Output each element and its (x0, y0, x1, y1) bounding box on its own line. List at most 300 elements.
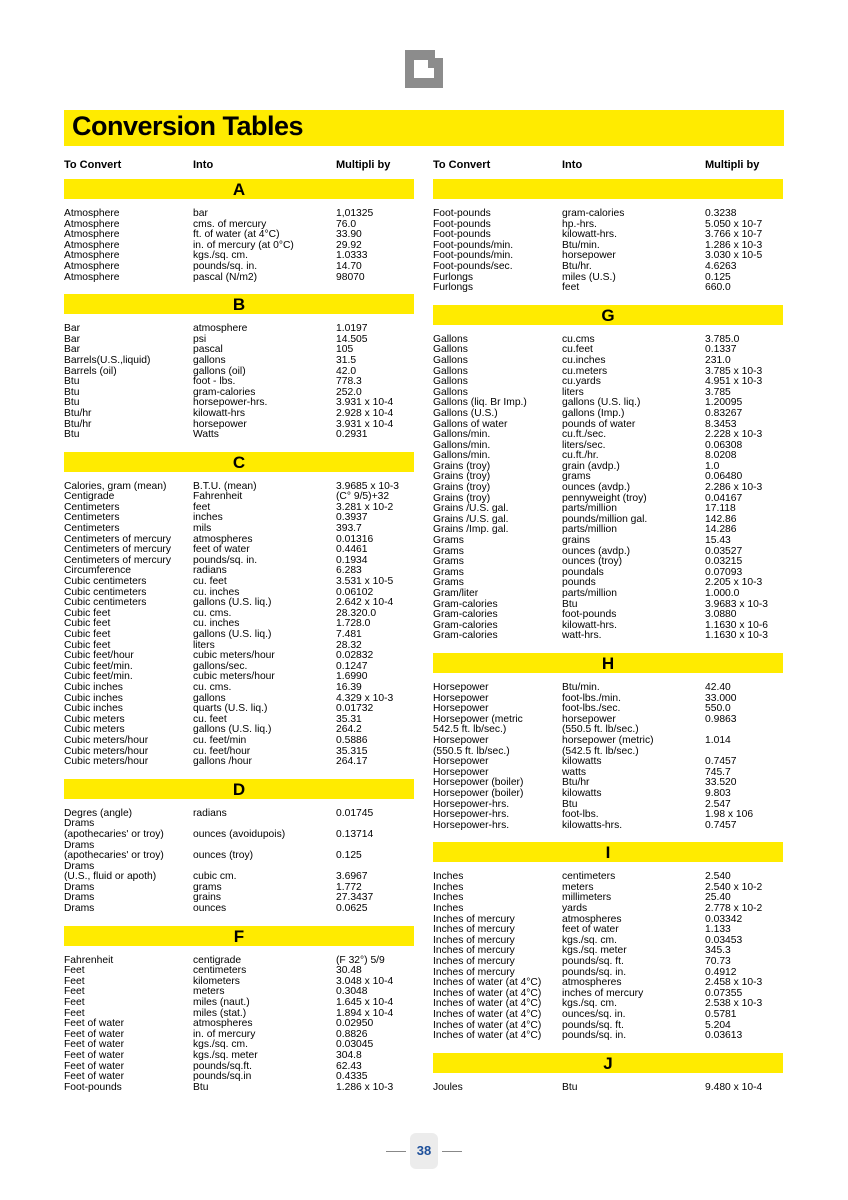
to-unit: grains (562, 535, 591, 547)
from-unit: Cubic centimeters (64, 597, 147, 609)
to-unit: miles (U.S.) (562, 271, 616, 283)
to-unit: cu. feet/min (193, 734, 247, 746)
from-unit: Grams (433, 535, 464, 547)
multiplier: 28.32 (336, 639, 362, 651)
multiplier: 0.3048 (336, 986, 368, 998)
to-unit: feet of water (562, 924, 619, 936)
from-unit: Gallons (433, 365, 468, 377)
to-unit: cubic cm. (193, 871, 237, 883)
multiplier: 0.06102 (336, 586, 374, 598)
title-banner (64, 110, 784, 146)
multiplier: 0.02950 (336, 1018, 374, 1030)
section-letter: A (232, 180, 246, 199)
multiplier: 1.772 (336, 881, 362, 893)
multiplier: 3.766 x 10-7 (705, 229, 763, 241)
to-unit: pounds (562, 577, 596, 589)
multiplier: 550.0 (705, 703, 731, 715)
from-unit: Cubic meters/hour (64, 756, 149, 768)
from-unit: Cubic feet/hour (64, 650, 134, 662)
to-unit: feet (193, 501, 211, 513)
to-unit: horsepower (metric) (562, 734, 654, 746)
to-unit: horsepower (562, 713, 616, 725)
multiplier: 0.04167 (705, 492, 743, 504)
multiplier: 2.228 x 10-3 (705, 429, 763, 441)
from-unit: Foot-pounds/min. (433, 239, 514, 251)
from-unit: Feet of water (64, 1018, 125, 1030)
to-unit: cu. cms. (193, 681, 232, 693)
to-unit: (550.5 ft. lb/sec.) (562, 724, 639, 736)
from-unit: Feet (64, 997, 85, 1009)
section-letter: G (601, 305, 615, 325)
to-unit: pounds/sq. ft. (562, 1019, 624, 1031)
from-unit: Inches of mercury (433, 934, 515, 946)
to-unit: poundals (562, 566, 604, 578)
to-unit: yards (562, 903, 588, 915)
table-row (64, 356, 414, 367)
to-unit: atmospheres (562, 977, 622, 989)
to-unit: miles (naut.) (193, 997, 250, 1009)
to-unit: atmospheres (193, 1018, 253, 1030)
multiplier: 42.40 (705, 681, 731, 693)
multiplier: 1.000.0 (705, 588, 740, 599)
from-unit: Atmosphere (64, 218, 120, 230)
table-row (433, 409, 783, 420)
table-row (433, 209, 783, 220)
to-unit: foot-pounds (562, 609, 617, 621)
to-unit: kilowatts (562, 756, 602, 768)
to-unit: foot - lbs. (193, 376, 236, 388)
from-unit: Cubic inches (64, 692, 123, 704)
multiplier: 0.03342 (705, 913, 743, 925)
table-row (433, 789, 783, 800)
to-unit: cu.ft./sec. (562, 429, 607, 441)
to-unit: atmospheres (193, 533, 253, 545)
to-unit: Btu/hr (562, 777, 590, 789)
to-unit: kgs./sq. cm. (562, 998, 617, 1010)
multiplier: 4.329 x 10-3 (336, 692, 394, 704)
multiplier: 0.01745 (336, 807, 374, 819)
multiplier: 30.48 (336, 965, 362, 977)
to-unit: kilometers (193, 975, 240, 987)
multiplier: 15.43 (705, 535, 731, 547)
to-unit: grams (562, 471, 591, 483)
from-unit: Foot-pounds (433, 208, 491, 219)
to-unit: gallons /hour (193, 756, 252, 768)
multiplier: 0.7457 (705, 819, 737, 831)
multiplier: 345.3 (705, 945, 731, 957)
to-unit: gallons/sec. (193, 660, 248, 672)
to-unit: gram-calories (562, 208, 625, 219)
multiplier: 0.9863 (705, 713, 737, 725)
from-unit: Drams (64, 839, 95, 851)
multiplier: 252.0 (336, 386, 362, 398)
to-unit: Fahrenheit (193, 491, 243, 503)
multiplier: 264.17 (336, 756, 368, 768)
to-unit: pounds of water (562, 418, 636, 430)
to-unit: ounces (troy) (562, 556, 623, 568)
section-letter: D (232, 779, 246, 799)
multiplier: 0.06308 (705, 439, 743, 451)
section-d (64, 779, 414, 915)
multiplier: 0.5781 (705, 1009, 737, 1020)
to-unit: cu. feet (193, 713, 227, 725)
section-letter: B (232, 295, 246, 315)
from-unit: Horsepower (433, 681, 489, 693)
section-letter: H (601, 653, 615, 673)
from-unit: Horsepower (boiler) (433, 777, 524, 789)
from-unit: Circumference (64, 565, 131, 577)
to-unit: pounds/sq. ft. (562, 956, 624, 968)
multiplier: 0.01316 (336, 533, 374, 545)
multiplier: (F 32°) 5/9 (336, 954, 385, 966)
left-column (64, 159, 414, 1104)
from-unit: Joules (433, 1081, 463, 1093)
from-unit: Centimeters of mercury (64, 544, 172, 556)
from-unit: Foot-pounds/min. (433, 250, 514, 262)
from-unit: Cubic feet (64, 618, 111, 630)
section-a (64, 179, 414, 283)
table-row (64, 1083, 414, 1094)
section-letter: F (233, 926, 245, 946)
from-unit: Btu/hr (64, 418, 92, 430)
header-into: Into (193, 159, 214, 171)
multiplier: 31.5 (336, 354, 357, 366)
multiplier: 35.31 (336, 713, 362, 725)
to-unit: liters (193, 639, 215, 651)
to-unit: psi (193, 333, 207, 345)
multiplier: 3.6967 (336, 871, 368, 883)
multiplier: 0.03613 (705, 1030, 743, 1042)
multiplier: 62.43 (336, 1060, 362, 1072)
section-h (433, 653, 783, 831)
multiplier: 1.6990 (336, 671, 368, 683)
from-unit: Feet of water (64, 1028, 125, 1040)
to-unit: in. of mercury (193, 1028, 256, 1040)
to-unit: kgs./sq. meter (562, 945, 627, 957)
to-unit: pounds/sq.ft. (193, 1060, 252, 1072)
to-unit: kilowatt-hrs. (562, 619, 617, 631)
multiplier: 8.3453 (705, 418, 737, 430)
multiplier: 3.9685 x 10-3 (336, 480, 399, 492)
multiplier: 3.531 x 10-5 (336, 576, 394, 588)
from-unit: Cubic meters/hour (64, 745, 149, 757)
section-letter: J (603, 1053, 613, 1073)
table-row (433, 1010, 783, 1021)
from-unit: Cubic centimeters (64, 586, 147, 598)
from-unit: Feet (64, 965, 85, 977)
to-unit: cu.ft./hr. (562, 450, 599, 462)
from-unit: Inches of water (at 4°C) (433, 987, 542, 999)
multiplier: 1.894 x 10-4 (336, 1007, 394, 1019)
page-title: Conversion Tables (72, 111, 304, 141)
multiplier: 0.4461 (336, 544, 368, 556)
multiplier: 3.931 x 10-4 (336, 397, 394, 409)
page-number: 38 (410, 1133, 438, 1169)
multiplier: 29.92 (336, 239, 362, 251)
from-unit: Grams (433, 566, 464, 578)
to-unit: gallons (U.S. liq.) (193, 597, 272, 609)
multiplier: 3.931 x 10-4 (336, 418, 394, 430)
from-unit: Gallons (433, 376, 468, 388)
column-headers (433, 159, 783, 179)
multiplier: 0.13714 (336, 828, 374, 840)
from-unit: Atmosphere (64, 260, 120, 272)
from-unit: Btu (64, 429, 80, 441)
to-unit: gallons (oil) (193, 365, 246, 377)
multiplier: 0.06480 (705, 471, 743, 483)
section-f (64, 926, 414, 1094)
table-row (64, 757, 414, 768)
from-unit: Feet (64, 986, 85, 998)
table-row (64, 904, 414, 915)
to-unit: pounds/sq. in. (562, 966, 627, 978)
from-unit: Gram-calories (433, 619, 498, 631)
multiplier: 0.03215 (705, 556, 743, 568)
table-row (64, 209, 414, 220)
to-unit: centimeters (562, 871, 616, 883)
from-unit: Foot-pounds (433, 218, 491, 230)
to-unit: feet (562, 282, 580, 294)
to-unit: feet of water (193, 544, 250, 556)
brand-logo-icon (405, 50, 443, 88)
multiplier: 5.204 (705, 1019, 731, 1031)
from-unit: Horsepower (433, 703, 489, 715)
from-unit: Btu (64, 397, 80, 409)
section-header (433, 305, 783, 325)
from-unit: Cubic feet/min. (64, 671, 133, 683)
multiplier: 3.048 x 10-4 (336, 975, 394, 987)
from-unit: Feet (64, 975, 85, 987)
header-to-convert: To Convert (64, 159, 122, 171)
from-unit: Inches of water (at 4°C) (433, 1019, 542, 1031)
to-unit: kilowatts (562, 787, 602, 799)
multiplier: 0.03045 (336, 1039, 374, 1051)
from-unit: Cubic inches (64, 681, 123, 693)
multiplier: 1.728.0 (336, 618, 371, 630)
from-unit: Atmosphere (64, 250, 120, 262)
from-unit: Feet of water (64, 1071, 125, 1083)
multiplier: 3.030 x 10-5 (705, 250, 763, 262)
from-unit: Grams (433, 545, 464, 557)
to-unit: gallons (U.S. liq.) (193, 724, 272, 736)
multiplier: 28.320.0 (336, 607, 377, 619)
from-unit: Barrels (oil) (64, 365, 117, 377)
to-unit: parts/million (562, 524, 617, 536)
to-unit: Btu/hr. (562, 260, 592, 272)
table-row (64, 409, 414, 420)
table-row (433, 589, 783, 600)
from-unit: Btu (64, 376, 80, 388)
from-unit: Gallons (433, 333, 468, 345)
from-unit: Horsepower-hrs. (433, 809, 510, 821)
to-unit: cu.cms (562, 333, 595, 345)
to-unit: foot-lbs. (562, 809, 599, 821)
from-unit: Centimeters of mercury (64, 533, 172, 545)
multiplier: 264.2 (336, 724, 362, 736)
multiplier: 0.07355 (705, 987, 743, 999)
section-f-continued (433, 209, 783, 294)
from-unit: Centigrade (64, 491, 115, 503)
to-unit: kgs./sq. meter (193, 1050, 258, 1061)
from-unit: (apothecaries' or troy) (64, 850, 164, 862)
section-header (64, 452, 414, 472)
from-unit: Feet of water (64, 1050, 125, 1061)
from-unit: Grams (433, 556, 464, 568)
multiplier: 0.4335 (336, 1071, 368, 1083)
to-unit: gallons (193, 354, 226, 366)
multiplier: 2.540 (705, 871, 731, 883)
from-unit: Inches of water (at 4°C) (433, 977, 542, 989)
to-unit: atmosphere (193, 323, 248, 335)
from-unit: Cubic meters/hour (64, 734, 149, 746)
to-unit: atmospheres (562, 913, 622, 925)
from-unit: Gallons/min. (433, 439, 491, 451)
from-unit: Btu/hr (64, 407, 92, 419)
from-unit: Grains /U.S. gal. (433, 503, 509, 515)
from-unit: Centimeters (64, 512, 120, 524)
to-unit: hp.-hrs. (562, 218, 597, 230)
from-unit: Foot-pounds (64, 1081, 122, 1093)
table-row (433, 821, 783, 832)
to-unit: parts/million (562, 503, 617, 515)
to-unit: centigrade (193, 954, 242, 966)
from-unit: Centimeters (64, 501, 120, 513)
from-unit: Drams (64, 892, 95, 904)
page-number-rule-right (442, 1151, 462, 1152)
to-unit: pounds/sq. in. (562, 1030, 627, 1042)
from-unit: Inches of mercury (433, 945, 515, 957)
to-unit: kgs./sq. cm. (193, 1039, 248, 1051)
from-unit: Grains (troy) (433, 471, 491, 483)
to-unit: kilowatt-hrs. (562, 229, 617, 241)
table-row (433, 262, 783, 273)
table-row (64, 830, 414, 841)
to-unit: cu. inches (193, 586, 240, 598)
to-unit: cu.yards (562, 376, 601, 388)
multiplier: 1.20095 (705, 397, 743, 409)
multiplier: 660.0 (705, 282, 731, 294)
section-i (433, 842, 783, 1042)
to-unit: gallons (U.S. liq.) (193, 629, 272, 640)
from-unit: Inches (433, 881, 464, 893)
multiplier: 1.1630 x 10-6 (705, 619, 768, 631)
header-to-convert: To Convert (433, 159, 491, 171)
to-unit: (542.5 ft. lb/sec.) (562, 745, 639, 757)
from-unit: Gallons/min. (433, 450, 491, 462)
header-multiply-by: Multipli by (336, 159, 391, 171)
to-unit: ounces (troy) (193, 850, 254, 862)
multiplier: 745.7 (705, 766, 731, 778)
multiplier: 1.133 (705, 924, 731, 936)
multiplier: 9.480 x 10-4 (705, 1081, 763, 1093)
from-unit: Furlongs (433, 271, 474, 283)
multiplier: 231.0 (705, 354, 731, 366)
to-unit: horsepower (193, 418, 247, 430)
from-unit: Inches of mercury (433, 913, 515, 925)
to-unit: horsepower (562, 250, 616, 262)
multiplier: 42.0 (336, 365, 357, 377)
to-unit: pennyweight (troy) (562, 492, 647, 504)
from-unit: Gallons (433, 354, 468, 366)
multiplier: 778.3 (336, 376, 362, 388)
table-row (433, 1083, 783, 1094)
multiplier: 14.286 (705, 524, 737, 536)
to-unit: kgs./sq. cm. (562, 934, 617, 946)
multiplier: 3.785.0 (705, 333, 740, 345)
to-unit: pounds/sq.in (193, 1071, 252, 1083)
to-unit: ounces/sq. in. (562, 1009, 626, 1020)
multiplier: 2.642 x 10-4 (336, 597, 394, 609)
to-unit: cu. feet (193, 576, 227, 588)
multiplier: 0.02832 (336, 650, 374, 662)
from-unit: Grains (troy) (433, 482, 491, 494)
multiplier: 1.0197 (336, 323, 368, 335)
multiplier: 1,01325 (336, 208, 374, 219)
from-unit: Drams (64, 903, 95, 915)
from-unit: (U.S., fluid or apoth) (64, 871, 157, 883)
from-unit: Gallons (433, 344, 468, 356)
section-header (64, 779, 414, 799)
from-unit: Gram-calories (433, 598, 498, 610)
multiplier: 0.03453 (705, 934, 743, 946)
multiplier: 0.7457 (705, 756, 737, 768)
multiplier: 16.39 (336, 681, 362, 693)
from-unit: Bar (64, 333, 81, 345)
to-unit: cu.meters (562, 365, 608, 377)
to-unit: ft. of water (at 4°C) (193, 229, 280, 241)
from-unit: Foot-pounds/sec. (433, 260, 513, 272)
from-unit: Inches of water (at 4°C) (433, 1030, 542, 1042)
multiplier: 33.520 (705, 777, 737, 789)
multiplier: 2.205 x 10-3 (705, 577, 763, 589)
from-unit: Bar (64, 344, 81, 356)
section-header (64, 926, 414, 946)
to-unit: kgs./sq. cm. (193, 250, 248, 262)
from-unit: Inches of mercury (433, 956, 515, 968)
from-unit: Grains /U.S. gal. (433, 513, 509, 525)
multiplier: 1.286 x 10-3 (336, 1081, 394, 1093)
table-row (433, 356, 783, 367)
to-unit: inches (193, 512, 223, 524)
from-unit: Gallons (433, 386, 468, 398)
multiplier: 35.315 (336, 745, 368, 757)
to-unit: cms. of mercury (193, 218, 267, 230)
to-unit: kilowatt-hrs (193, 407, 246, 419)
to-unit: miles (stat.) (193, 1007, 247, 1019)
to-unit: inches of mercury (562, 987, 644, 999)
multiplier: 142.86 (705, 513, 737, 525)
from-unit: Inches of water (at 4°C) (433, 998, 542, 1010)
multiplier: 2.538 x 10-3 (705, 998, 763, 1010)
table-row (433, 1031, 783, 1042)
from-unit: Grains /Imp. gal. (433, 524, 509, 536)
to-unit: centimeters (193, 965, 247, 977)
table-row (64, 430, 414, 441)
to-unit: radians (193, 807, 227, 819)
to-unit: Watts (193, 429, 219, 441)
multiplier: 14.505 (336, 333, 368, 345)
from-unit: Horsepower-hrs. (433, 798, 510, 810)
from-unit: Cubic feet/min. (64, 660, 133, 672)
to-unit: bar (193, 208, 208, 219)
from-unit: Gallons (liq. Br Imp.) (433, 397, 527, 409)
from-unit: Furlongs (433, 282, 474, 294)
section-g (433, 305, 783, 642)
multiplier: 105 (336, 344, 354, 356)
multiplier: 3.785 x 10-3 (705, 365, 763, 377)
from-unit: Feet of water (64, 1039, 125, 1051)
table-row (64, 262, 414, 273)
